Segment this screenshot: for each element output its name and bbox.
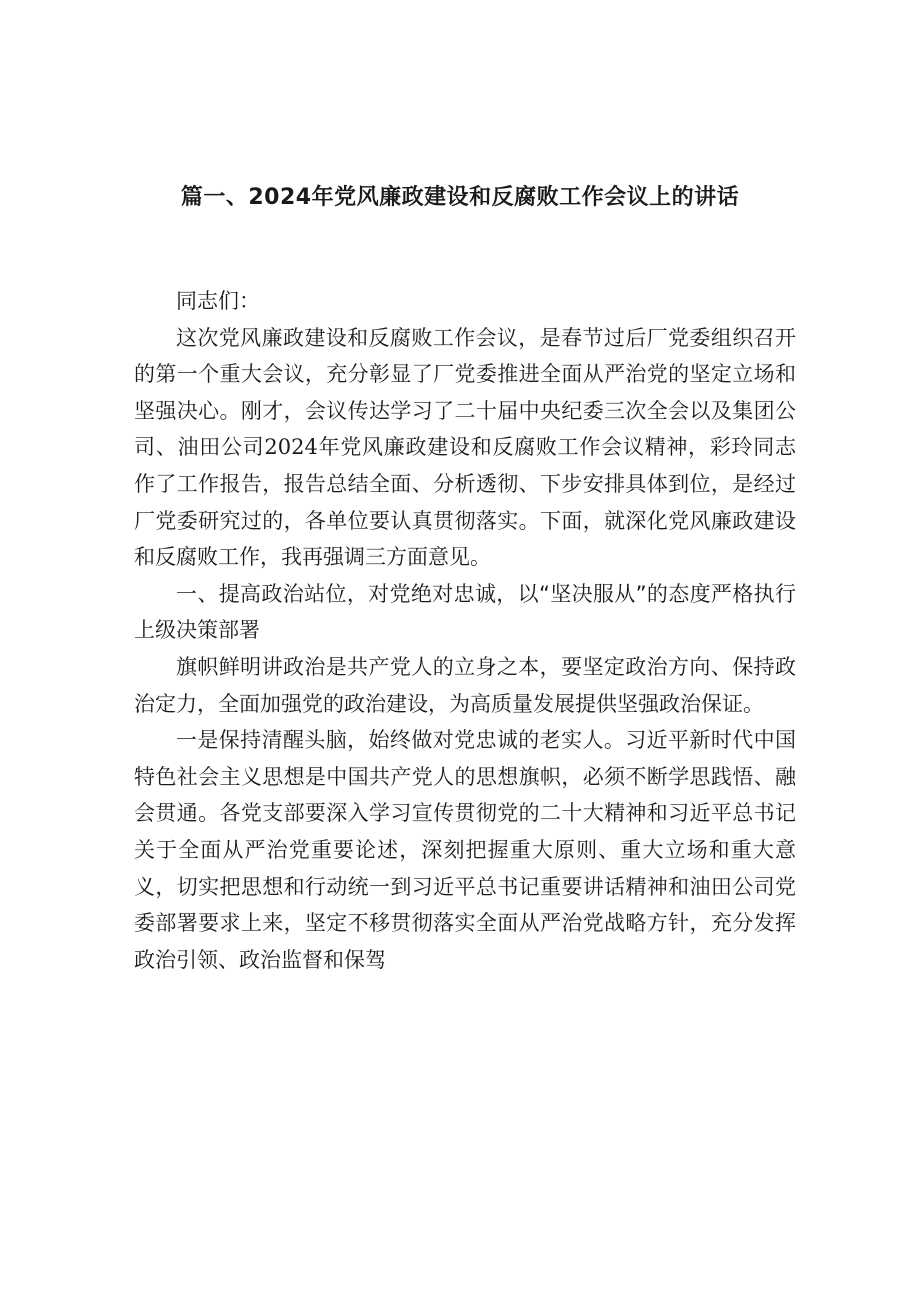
document-body bbox=[134, 283, 796, 978]
section-1-paragraph: 一是保持清醒头脑，始终做对党忠诚的老实人。习近平新时代中国特色社会主义思想是中国共产党人的思想旗帜，必须不断学思践悟、融会贯通。各党支部要深入学习宣传贯彻党的二十大精神和习近平总书记关于全面从严治党重要论述，深刻把握重大原则、重大立场和重大意义，切实把思想和行动统一到习近平总书记重要讲话精神和油田公司党委部署要求上来，坚定不移贯彻落实全面从严治党战略方针，充分发挥政治引领、政治监督和保驾 bbox=[134, 728, 796, 972]
section-1-paragraph: 旗帜鲜明讲政治是共产党人的立身之本，要坚定政治方向、保持政治定力，全面加强党的政治建设，为高质量发展提供坚强政治保证。 bbox=[134, 654, 796, 716]
document-title: 篇一、2024年党风廉政建设和反腐败工作会议上的讲话 bbox=[180, 185, 740, 210]
salutation: 同志们： bbox=[176, 289, 260, 313]
section-heading-1: 一、提高政治站位，对党绝对忠诚，以“坚决服从”的态度严格执行上级决策部署 bbox=[134, 581, 796, 643]
intro-paragraph: 这次党风廉政建设和反腐败工作会议，是春节过后厂党委组织召开的第一个重大会议，充分彰显了厂党委推进全面从严治党的坚定立场和坚强决心。刚才，会议传达学习了二十届中央纪委三次全会以及集团公司、油田公司2024年党风廉政建设和反腐败工作会议精神，彩玲同志作了工作报告，报告总结全面、分析透彻、下步安排具体到位，是经过厂党委研究过的，各单位要认真贯彻落实。下面，就深化党风廉政建设和反腐败工作，我再强调三方面意见。 bbox=[134, 325, 796, 570]
